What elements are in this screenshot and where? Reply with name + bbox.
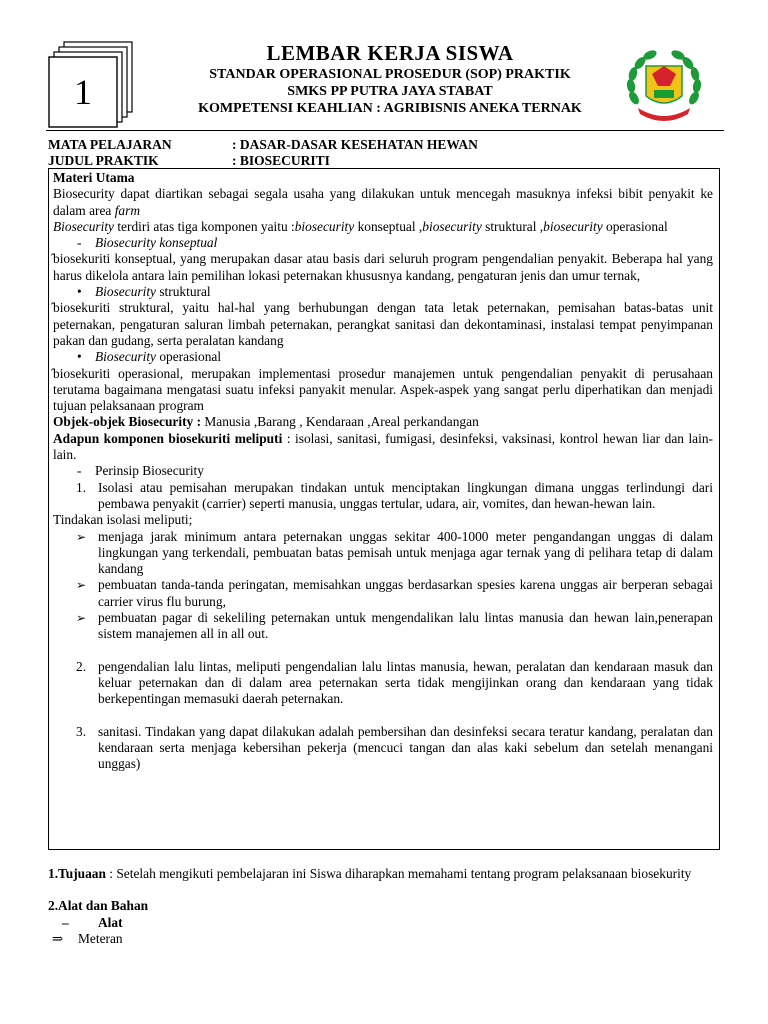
paragraph-isolation-actions: Tindakan isolasi meliputi;: [53, 512, 193, 528]
tools-heading: 2.Alat dan Bahan: [48, 898, 149, 914]
objectives-and-tools: [48, 866, 720, 947]
header-line-sop: STANDAR OPERASIONAL PROSEDUR (SOP) PRAKTIK: [209, 67, 571, 82]
objective-paragraph: 1.Tujuaan : Setelah mengikuti pembelajaran ini Siswa diharapkan memahami tentang program pelaksanaan biosekurity: [48, 866, 692, 881]
paragraph-component-list: Adapun komponen biosekuriti meliputi : isolasi, sanitasi, fumigasi, desinfeksi, vaksinasi, kontrol hewan liar dan lain-lain.: [53, 430, 714, 463]
list-item: ➢ pembuatan tanda-tanda peringatan, memisahkan unggas berdasarkan spesies karena unggas air berperan sebagai carrier virus flu burung,: [76, 577, 713, 609]
list-item: ➢ menjaga jarak minimum antara peternakan unggas sekitar 400-1000 meter pengandangan unggas di dalam lingkungan yang terkendali, pembuatan batas pemisah untuk menjaga agar ternak yang di pelihara tetap di dalam kandang: [76, 528, 713, 577]
main-material-content: [53, 170, 713, 772]
practice-title-value: : BIOSECURITI: [232, 153, 330, 168]
subject-label: MATA PELAJARAN: [48, 137, 172, 152]
list-item: 3. sanitasi. Tindakan yang dapat dilakukan adalah pembersihan dan desinfeksi secara teratur kandang, peralatan dan kendaraan serta menjaga kebersihan pekerja (mencuci tangan dan alas kaki sebelum dan setelah menangani unggas): [76, 723, 713, 772]
practice-title-label: JUDUL PRAKTIK: [48, 153, 159, 168]
paragraph-operasional: ̂biosekuriti operasional, merupakan implementasi prosedur manajemen untuk pengendalian penyakit di perusahaan terutama bagaimana mengatasi suatu infeksi panyakit menular. Aspek-aspek yang sangat perlu diperhatikan dan menjadi tujuan pelaksanaan program: [53, 365, 713, 414]
paragraph-struktural: ̂biosekuriti struktural, yaitu hal-hal yang berhubungan dengan tata letak peternakan, pemisahan batas-batas unit peternakan, pengaturan saluran limbah peternakan, perangkat sanitasi dan dekontaminasi, instalasi tempat penyimpanan pakan dan gudang, serta peralatan kandang: [53, 300, 713, 348]
section-heading: Materi Utama: [53, 170, 135, 185]
stacked-pages-icon: [48, 40, 138, 128]
tools-subheading: – Alat: [62, 914, 123, 930]
list-item: - Biosecurity konseptual: [77, 235, 218, 251]
header-divider: [46, 130, 724, 131]
header-line-school: SMKS PP PUTRA JAYA STABAT: [287, 84, 493, 99]
header: [150, 40, 630, 117]
paragraph-definition: Biosecurity dapat diartikan sebagai segala usaha yang dilakukan untuk mencegah masuknya infeksi bibit penyakit ke dalam area farm: [53, 186, 713, 218]
list-item: - Perinsip Biosecurity: [77, 463, 204, 479]
list-item: ⇒ Meteran: [52, 930, 123, 946]
paragraph-components: Biosecurity terdiri atas tiga komponen yaitu :biosecurity konseptual ,biosecurity struktural ,biosecurity operasional: [53, 218, 668, 234]
list-item: • Biosecurity struktural: [77, 284, 211, 300]
list-item: • Biosecurity operasional: [77, 349, 222, 365]
practice-meta: [48, 137, 478, 169]
paragraph-konseptual: ̂biosekuriti konseptual, yang merupakan dasar atau basis dari seluruh program pengendalian penyakit. Beberapa hal yang harus dikelola antara lain pemilihan lokasi peternakan khususnya kandang, pengaturan jenis dan umur ternak,: [53, 251, 713, 283]
badge-number: 1: [74, 72, 92, 112]
paragraph-objects: Objek-objek Biosecurity : Manusia ,Barang , Kendaraan ,Areal perkandangan: [53, 414, 479, 430]
list-item: 2. pengendalian lalu lintas, meliputi pengendalian lalu lintas manusia, hewan, peralatan dan kendaraan masuk dan keluar peternakan dan di dalam area peternakan serta tidak mengijinkan orang dan kendaraan yang tidak berkepentingan memasuki daerah peternakan.: [76, 658, 713, 707]
school-emblem-icon: [624, 46, 704, 126]
page-title: LEMBAR KERJA SISWA: [266, 41, 514, 65]
subject-value: : DASAR-DASAR KESEHATAN HEWAN: [232, 137, 478, 152]
header-line-competency: KOMPETENSI KEAHLIAN : AGRIBISNIS ANEKA TERNAK: [198, 101, 582, 116]
list-item: ➢ pembuatan pagar di sekeliling peternakan untuk mengendalikan lalu lintas manusia dan hewan lain,penerapan sistem manajemen all in all out.: [76, 610, 713, 642]
list-item: 1. Isolasi atau pemisahan merupakan tindakan untuk menciptakan lingkungan dimana unggas terlindungi dari pembawa penyakit (carrier) seperti manusia, unggas tertular, udara, air, vomites, dan hewan-hewan lain.: [76, 479, 713, 511]
